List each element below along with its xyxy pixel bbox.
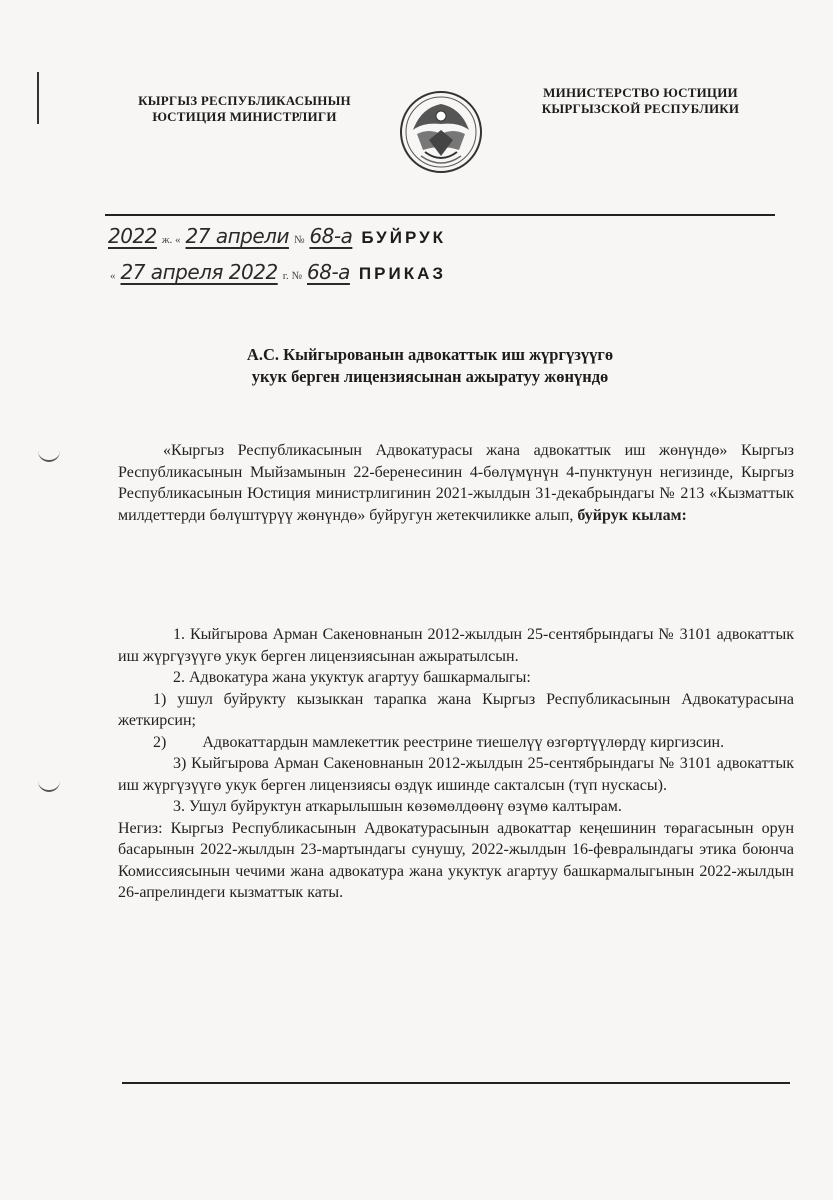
decree-phrase: буйрук кылам: xyxy=(577,506,687,524)
org-name-kyrgyz: КЫРГЫЗ РЕСПУБЛИКАСЫНЫН ЮСТИЦИЯ МИНИСТРЛИГИ xyxy=(138,93,351,124)
year-number-label: г. № xyxy=(282,270,302,282)
order-number: 68-а xyxy=(307,260,350,284)
basis-paragraph: Негиз: Кыргыз Республикасынын Адвокатурасынын адвокаттар кеңешинин төрагасынын орун басарынын 2022-жылдын 23-мартындагы сунушу, 2022-жылдын 16-февралындагы этика боюнча Комиссиясынын чечими жана адвокатура жана укуктук агартуу башкармалыгынын 2022-жылдын 26-апрелиндеги кызматтык каты. xyxy=(118,819,794,901)
order-registration xyxy=(108,224,628,296)
item-2-2: 2) Адвокаттардын мамлекеттик реестрине тиешелүү өзгөртүүлөрдү киргизсин. xyxy=(153,733,725,751)
item-2-1: 1) ушул буйрукту кызыккан тарапка жана Кыргыз Республикасынын Адвокатурасына жеткирсин; xyxy=(118,690,794,729)
order-word-russian: ПРИКАЗ xyxy=(358,264,447,283)
state-emblem-icon xyxy=(399,90,483,174)
order-line-kyrgyz xyxy=(108,224,628,260)
order-date: 27 апреля 2022 xyxy=(120,260,278,284)
order-word-kyrgyz: БУЙРУК xyxy=(361,228,447,247)
preamble-paragraph: «Кыргыз Республикасынын Адвокатурасы жана адвокаттык иш жөнүндө» Кыргыз Республикасынын Мыйзамынын 22-беренесинин 4-бөлүмүнүн 4-пунктунун негизинде, Кыргыз Республикасынын Юстиция министрлигинин 2021-жылдын 31-декабрындагы № 213 «Кызматтык милдеттерди бөлүштүрүү жөнүндө» буйругун жетекчиликке алып, буйрук кылам: xyxy=(118,442,794,524)
year-label: ж. « xyxy=(161,234,181,246)
order-date: 27 апрели xyxy=(185,224,289,248)
item-2-3: 3) Кыйгырова Арман Сакеновнанын 2012-жылдын 25-сентябрындагы № 3101 адвокаттык иш жүргүзүүгө укук берген лицензиясы өздүк ишинде сакталсын (түп нускасы). xyxy=(118,755,794,794)
org-name-russian: МИНИСТЕРСТВО ЮСТИЦИИ КЫРГЫЗСКОЙ РЕСПУБЛИКИ xyxy=(541,85,740,116)
item-2: 2. Адвокатура жана укуктук агартуу башкармалыгы: xyxy=(173,669,531,686)
number-label: № xyxy=(293,234,305,246)
order-items xyxy=(118,624,794,904)
footer-divider xyxy=(122,1082,790,1084)
document-title: А.С. Кыйгырованын адвокаттык иш жүргүзүүгө укук берген лицензиясынан ажыратуу жөнүндө xyxy=(246,345,614,386)
item-3: 3. Ушул буйруктун аткарылышын көзөмөлдөөнү өзүмө калтырам. xyxy=(173,798,622,815)
order-year: 2022 xyxy=(108,224,157,248)
punch-hole-mark xyxy=(38,778,60,792)
item-1: 1. Кыйгырова Арман Сакеновнанын 2012-жылдын 25-сентябрындагы № 3101 адвокаттык иш жүргүзүүгө укук берген лицензиясынан ажыратылсын. xyxy=(118,626,794,665)
header-divider xyxy=(105,214,775,216)
order-line-russian: « 27 апреля 2022 г. № 68-а ПРИКАЗ xyxy=(110,260,447,284)
letterhead xyxy=(0,85,833,185)
order-number: 68-а xyxy=(309,224,353,248)
punch-hole-mark xyxy=(38,448,60,462)
